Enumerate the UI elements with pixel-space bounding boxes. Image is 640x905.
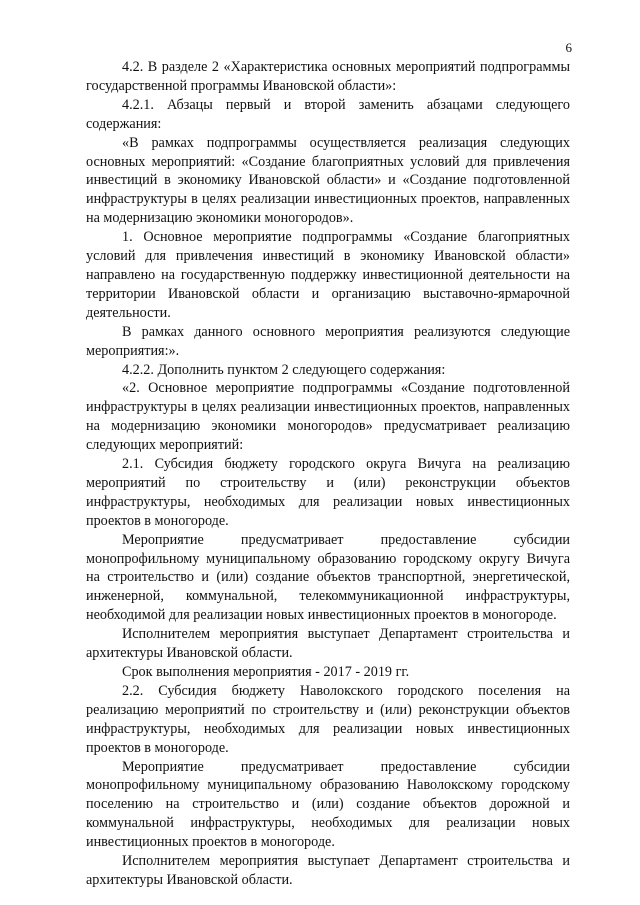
paragraph: Мероприятие предусматривает предоставление субсидии монопрофильному муниципальному образованию городскому округу Вичуга на строительство и (или) создание объектов транспортной, энергетической, инженерной, коммунальной, телекоммуникационной инфраструктуры, необходимой для реализации новых инвестиционных проектов в моногороде. — [86, 531, 570, 624]
paragraph: Исполнителем мероприятия выступает Департамент строительства и архитектуры Ивановской области. — [86, 626, 570, 662]
paragraph: Исполнителем мероприятия выступает Департамент строительства и архитектуры Ивановской области. — [86, 853, 570, 888]
paragraph: «2. Основное мероприятие подпрограммы «Создание подготовленной инфраструктуры в целях реализации инвестиционных проектов, направленных на модернизацию экономики моногородов» предусматривает реализацию следующих мероприятий: — [86, 380, 570, 454]
paragraph: 4.2.2. Дополнить пунктом 2 следующего содержания: — [122, 361, 446, 378]
paragraph: Срок выполнения мероприятия - 2017 - 2019 гг. — [122, 664, 410, 680]
paragraph: 1. Основное мероприятие подпрограммы «Создание благоприятных условий для привлечения инвестиций в экономику Ивановской области» направлено на государственную поддержку инвестиционной деятельности на территории Ивановской области и организацию выставочно-ярмарочной деятельности. — [86, 229, 570, 321]
paragraph: В рамках данного основного мероприятия реализуются следующие мероприятия:». — [86, 323, 570, 359]
paragraph: «В рамках подпрограммы осуществляется реализация следующих основных мероприятий: «Создание благоприятных условий для привлечения инвестиций в экономику Ивановской области» и «Создание подготовленной инфраструктуры в целях реализации инвестиционных проектов, направленных на модернизацию экономики моногородов». — [86, 134, 570, 227]
paragraph: 2.2. Субсидия бюджету Наволокского городского поселения на реализацию мероприятий по строительству и (или) реконструкции объектов инфраструктуры, необходимых для реализации новых инвестиционных проектов в моногороде. — [86, 682, 570, 756]
paragraph: Мероприятие предусматривает предоставление субсидии монопрофильному муниципальному образованию Наволокскому городскому поселению на строительство и (или) создание объектов дорожной и коммунальной инфраструктуры, необходимых для реализации новых инвестиционных проектов в моногороде. — [86, 758, 570, 851]
paragraph: 2.1. Субсидия бюджету городского округа Вичуга на реализацию мероприятий по строительству и (или) реконструкции объектов инфраструктуры, необходимых для реализации новых инвестиционных проектов в моногороде. — [86, 456, 570, 529]
page-number: 6 — [565, 40, 572, 55]
document-body — [86, 58, 570, 890]
paragraph: 4.2.1. Абзацы первый и второй заменить абзацами следующего содержания: — [86, 96, 570, 132]
paragraph: 4.2. В разделе 2 «Характеристика основных мероприятий подпрограммы государственной программы Ивановской области»: — [86, 59, 570, 94]
